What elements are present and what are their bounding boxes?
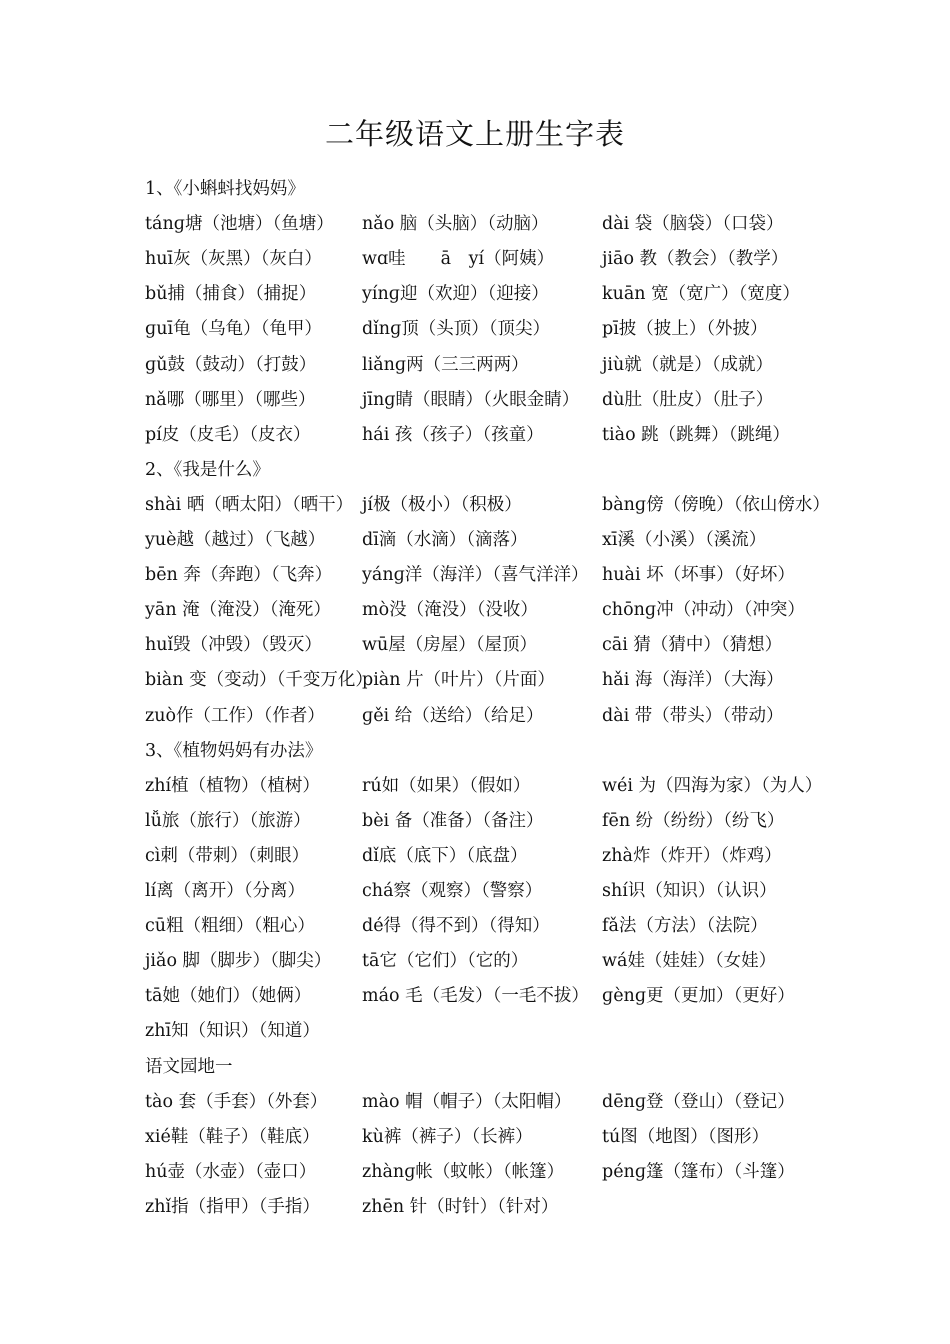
vocab-entry: dǐnɡ顶（头顶）（顶尖） [362,319,551,340]
vocab-row [0,1158,950,1193]
vocab-entry: yuè越（越过）（飞越） [145,530,326,550]
section-heading: 3、《植物妈妈有办法》 [145,740,323,761]
vocab-entry: mò没（淹没）（没收） [362,600,538,621]
vocab-row [0,1088,950,1123]
vocab-entry: ɡǔ鼓（鼓动）（打鼓） [145,354,317,375]
vocab-entry: máo 毛（毛发）（一毛不拔） [362,986,589,1007]
vocab-entry: chōnɡ冲（冲动）（冲突） [602,600,805,621]
vocab-entry: kù裤（裤子）（长裤） [362,1126,533,1147]
vocab-row [0,315,950,350]
vocab-entry: dài 带（带头）（带动） [602,705,784,726]
vocab-row [0,1123,950,1158]
vocab-entry: ɡěi 给（送给）（给足） [362,705,544,726]
vocab-entry: rú如（如果）（假如） [362,775,531,796]
vocab-entry: dù肚（肚皮）（肚子） [602,389,774,410]
vocab-entry: zhī知（知识）（知道） [145,1021,320,1042]
vocab-entry: xī溪（小溪）（溪流） [602,530,767,550]
vocab-entry: huī灰（灰黑）（灰白） [145,249,322,270]
vocab-entry: lí离（离开）（分离） [145,881,305,901]
vocab-row [0,772,950,807]
vocab-row [0,526,950,561]
vocab-entry: biàn 变（变动）（千变万化） [145,670,373,691]
vocab-entry: bēn 奔（奔跑）（飞奔） [145,565,333,586]
vocab-entry: tú图（地图）（图形） [602,1126,770,1147]
vocab-entry: pí皮（皮毛）（皮衣） [145,424,311,445]
vocab-entry: yánɡ洋（海洋）（喜气洋洋） [362,565,589,586]
section-heading: 2、《我是什么》 [145,459,270,480]
vocab-row [0,842,950,877]
vocab-entry: chá察（观察）（警察） [362,881,543,901]
vocab-row [0,912,950,947]
vocab-entry: bànɡ傍（傍晚）（依山傍水） [602,494,830,515]
vocab-entry: dé得（得不到）（得知） [362,916,550,937]
vocab-row [0,280,950,315]
vocab-entry: dī滴（水滴）（滴落） [362,530,528,550]
vocab-entry: kuān 宽（宽广）（宽度） [602,284,800,305]
vocab-row [0,982,950,1017]
vocab-entry: yān 淹（淹没）（淹死） [145,600,331,621]
vocab-entry: mào 帽（帽子）（太阳帽） [362,1091,572,1112]
section-heading-line [0,1053,950,1088]
section-heading-line [0,737,950,772]
vocab-entry: cāi 猜（猜中）（猜想） [602,635,783,656]
vocab-entry: dǐ底（底下）（底盘） [362,845,528,866]
vocab-row [0,386,950,421]
vocab-entry: pénɡ篷（篷布）（斗篷） [602,1161,795,1182]
vocab-entry: jí极（极小）（积极） [362,494,522,515]
vocab-entry: wɑ哇 ā yí（阿姨） [362,249,555,270]
vocab-row [0,631,950,666]
vocab-entry: wū屋（房屋）（屋顶） [362,635,537,656]
vocab-entry: xié鞋（鞋子）（鞋底） [145,1126,320,1147]
vocab-entry: jīnɡ睛（眼睛）（火眼金睛） [362,389,580,410]
vocab-entry: lǚ旅（旅行）（旅游） [145,810,311,831]
vocab-entry: jiù就（就是）（成就） [602,354,774,375]
vocab-entry: tā它（它们）（它的） [362,951,529,972]
vocab-entry: bǔ捕（捕食）（捕捉） [145,284,317,305]
vocab-entry: wéi 为（四海为家）（为人） [602,775,823,796]
vocab-entry: zhànɡ帐（蚊帐）（帐篷） [362,1161,565,1182]
vocab-entry: tā她（她们）（她俩） [145,986,312,1007]
vocab-entry: tiào 跳（跳舞）（跳绳） [602,424,790,445]
section-heading-line [0,175,950,210]
vocab-entry: hǎi 海（海洋）（大海） [602,670,784,691]
vocab-entry: zhà炸（炸开）（炸鸡） [602,845,782,866]
vocab-entry: nǎ哪（哪里）（哪些） [145,389,316,410]
vocab-row [0,210,950,245]
vocab-row [0,877,950,912]
vocab-entry: shí识（知识）（认识） [602,881,777,901]
vocab-row [0,947,950,982]
section-heading: 1、《小蝌蚪找妈妈》 [145,179,305,199]
vocab-row [0,491,950,526]
vocab-row [0,561,950,596]
vocab-entry: tào 套（手套）（外套） [145,1091,328,1112]
vocab-row [0,702,950,737]
page-title: 二年级语文上册生字表 [324,117,625,151]
vocab-row [0,807,950,842]
vocab-entry: dēnɡ登（登山）（登记） [602,1091,795,1112]
vocab-row [0,596,950,631]
vocab-entry: zhǐ指（指甲）（手指） [145,1196,320,1217]
section-heading: 语文园地一 [145,1056,233,1077]
vocab-entry: huǐ毁（冲毁）（毁灭） [145,635,322,656]
vocab-entry: ɡènɡ更（更加）（更好） [602,986,795,1007]
vocab-entry: liǎnɡ两（三三两两） [362,354,529,375]
vocab-entry: hú壶（水壶）（壶口） [145,1161,317,1182]
vocab-entry: jiāo 教（教会）（教学） [602,249,789,270]
vocab-entry: zhēn 针（时针）（针对） [362,1196,559,1217]
vocab-row [0,1193,950,1228]
vocab-entry: huài 坏（坏事）（好坏） [602,565,795,586]
vocab-entry: zhí植（植物）（植树） [145,775,320,796]
vocab-entry: nǎo 脑（头脑）（动脑） [362,214,549,235]
vocab-entry: shài 晒（晒太阳）（晒干） [145,494,354,515]
vocab-entry: zuò作（工作）（作者） [145,705,325,726]
vocab-row [0,666,950,701]
section-heading-line [0,456,950,491]
vocab-entry: yínɡ迎（欢迎）（迎接） [362,284,549,305]
vocab-entry: pī披（披上）（外披） [602,319,768,340]
vocab-entry: piàn 片（叶片）（片面） [362,670,555,691]
vocab-entry: hái 孩（孩子）（孩童） [362,424,544,445]
vocab-entry: dài 袋（脑袋）（口袋） [602,214,784,235]
vocab-entry: fēn 纷（纷纷）（纷飞） [602,810,785,831]
vocab-row [0,1017,950,1052]
vocab-entry: tánɡ塘（池塘）（鱼塘） [145,214,334,235]
vocab-row [0,351,950,386]
vocab-row [0,421,950,456]
vocab-entry: wá娃（娃娃）（女娃） [602,951,777,972]
vocab-row [0,245,950,280]
vocab-entry: jiǎo 脚（脚步）（脚尖） [145,951,332,972]
vocab-entry: fǎ法（方法）（法院） [602,916,768,937]
vocab-entry: cū粗（粗细）（粗心） [145,916,315,937]
vocab-entry: bèi 备（准备）（备注） [362,810,544,831]
vocab-entry: ɡuī龟（乌龟）（龟甲） [145,319,322,340]
vocab-entry: cì刺（带刺）（刺眼） [145,845,310,866]
